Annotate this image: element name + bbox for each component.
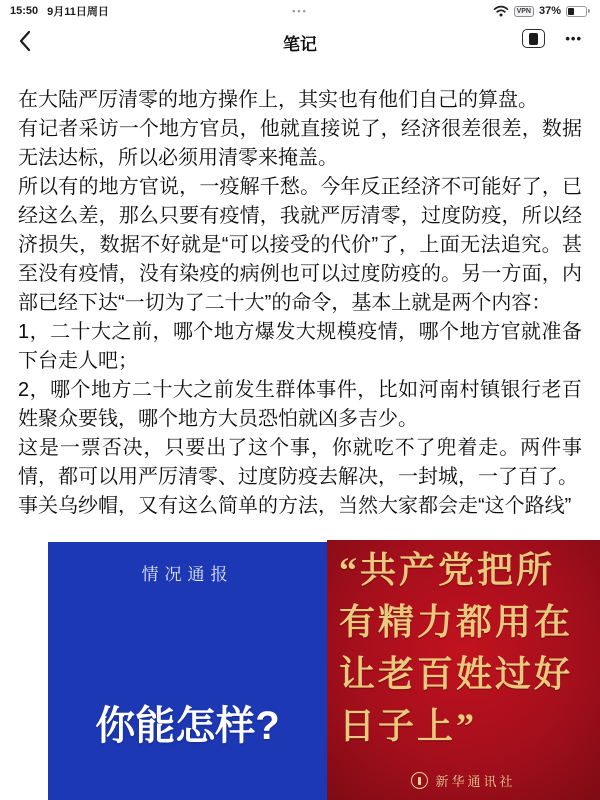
xinhua-emblem-icon — [411, 772, 428, 789]
vpn-badge: VPN — [514, 6, 534, 17]
note-page-icon[interactable] — [522, 29, 545, 48]
red-poster-quote-line: “共产党把所 — [339, 550, 556, 590]
battery-percent: 37% — [538, 5, 561, 17]
status-bar — [0, 0, 600, 20]
note-body — [18, 86, 582, 521]
clock-time: 15:50 — [10, 5, 39, 17]
status-date: 9月11日周日 — [47, 6, 109, 18]
more-options-button[interactable]: ••• — [565, 31, 582, 46]
red-poster-quote-line: 日子上” — [339, 706, 478, 746]
red-poster-quote-line: 让老百姓过好 — [339, 654, 574, 694]
blue-meme-caption: 你能怎样? — [95, 704, 280, 748]
note-paragraph: 所以有的地方官说，一疫解千愁。今年反正经济不可能好了，已经这么差，那么只要有疫情，我就严厉清零，过度防疫，所以经济损失，数据不好就是“可以接受的代价”了，上面无法追究。甚至没有疫情，没有染疫的病例也可以过度防疫的。另一方面，内部已经下达“一切为了二十大”的命令，基本上就是两个内容： — [18, 176, 582, 314]
red-poster-quote-line: 有精力都用在 — [339, 602, 574, 642]
note-paragraph: 有记者采访一个地方官员，他就直接说了，经济很差很差，数据无法达标，所以必须用清零来掩盖。 — [18, 118, 582, 169]
blue-meme-header: 情况通报 — [141, 565, 234, 584]
multitask-indicator-icon: ••• — [292, 6, 308, 16]
note-paragraph: 1，二十大之前，哪个地方爆发大规模疫情，哪个地方官就准备下台走人吧； — [18, 321, 582, 372]
attachment-image-red-poster[interactable] — [327, 540, 600, 800]
note-paragraph: 事关乌纱帽，又有这么简单的方法，当然大家都会走“这个路线” — [18, 495, 572, 517]
note-paragraph: 在大陆严厉清零的地方操作上，其实也有他们自己的算盘。 — [18, 89, 538, 111]
note-page-icon-fill — [529, 33, 538, 45]
note-paragraph: 这是一票否决，只要出了这个事，你就吃不了兜着走。两件事情，都可以用严厉清零、过度防疫去解决，一封城，一了百了。 — [18, 437, 582, 488]
page-title: 笔记 — [283, 35, 317, 54]
red-poster-agency-row — [327, 771, 600, 790]
attachment-image-blue-meme[interactable] — [48, 542, 327, 800]
note-paragraph: 2，哪个地方二十大之前发生群体事件，比如河南村镇银行老百姓聚众要钱，哪个地方大员恐怕就凶多吉少。 — [18, 379, 582, 430]
agency-name: 新华通讯社 — [435, 774, 516, 789]
red-poster-quote — [339, 544, 594, 752]
nav-bar — [0, 20, 600, 62]
